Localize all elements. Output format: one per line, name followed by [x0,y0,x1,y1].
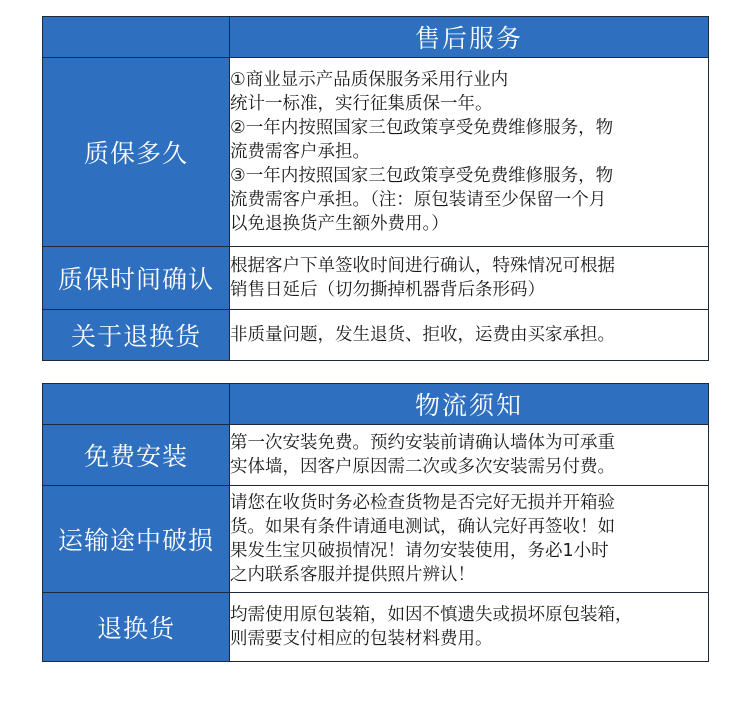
after-sales-header-row [43,17,709,58]
header-blank-cell [43,384,230,425]
table-row [43,247,709,310]
text-line: ②一年内按照国家三包政策享受免费维修服务，物 [230,118,614,138]
row-label-transit-damage: 运输途中破损 [43,486,230,593]
text-line: 请您在收货时务必检查货物是否完好无损并开箱验 [230,493,615,513]
text-line: 实体墙，因客户原因需二次或多次安装需另付费。 [230,457,615,477]
text-line: 流费需客户承担。 [230,142,370,162]
text-line: ①商业显示产品质保服务采用行业内 [230,70,509,90]
text-line: 非质量问题，发生退货、拒收，运费由买家承担。 [230,325,615,345]
row-label-warranty-duration: 质保多久 [43,58,230,247]
text-line: 果发生宝贝破损情况！请勿安装使用，务必1小时 [230,541,609,561]
text-line: 销售日延后（切勿撕掉机器背后条形码） [230,280,545,300]
table-row [43,593,709,662]
logistics-table [42,383,709,662]
row-label-warranty-confirm: 质保时间确认 [43,247,230,310]
text-line: 之内联系客服并提供照片辨认！ [230,565,475,585]
after-sales-table [42,16,709,361]
text-line: 以免退换货产生额外费用。） [230,214,449,234]
row-label-free-install: 免费安装 [43,425,230,486]
text-line: 货。如果有条件请通电测试，确认完好再签收！如 [230,517,615,537]
text-line: ③一年内按照国家三包政策享受免费维修服务，物 [230,166,614,186]
row-text-free-install [230,425,709,486]
row-label-returns: 关于退换货 [43,310,230,361]
text-line: 第一次安装免费。预约安装前请确认墙体为可承重 [230,433,615,453]
text-line: 则需要支付相应的包装材料费用。 [230,629,493,649]
header-blank-cell [43,17,230,58]
table-row [43,425,709,486]
row-label-exchange: 退换货 [43,593,230,662]
text-line: 流费需客户承担。（注：原包装请至少保留一个月 [230,190,607,210]
row-text-transit-damage [230,486,709,593]
table-row [43,486,709,593]
after-sales-title: 售后服务 [230,17,709,58]
row-text-returns [230,310,709,361]
text-line: 统计一标准，实行征集质保一年。 [230,94,493,114]
table-row [43,58,709,247]
row-text-warranty-confirm [230,247,709,310]
table-row [43,310,709,361]
text-line: 根据客户下单签收时间进行确认，特殊情况可根据 [230,256,615,276]
row-text-warranty-duration [230,58,709,247]
logistics-title: 物流须知 [230,384,709,425]
text-line: 均需使用原包装箱，如因不慎遗失或损坏原包装箱， [230,605,633,625]
logistics-header-row [43,384,709,425]
row-text-exchange [230,593,709,662]
